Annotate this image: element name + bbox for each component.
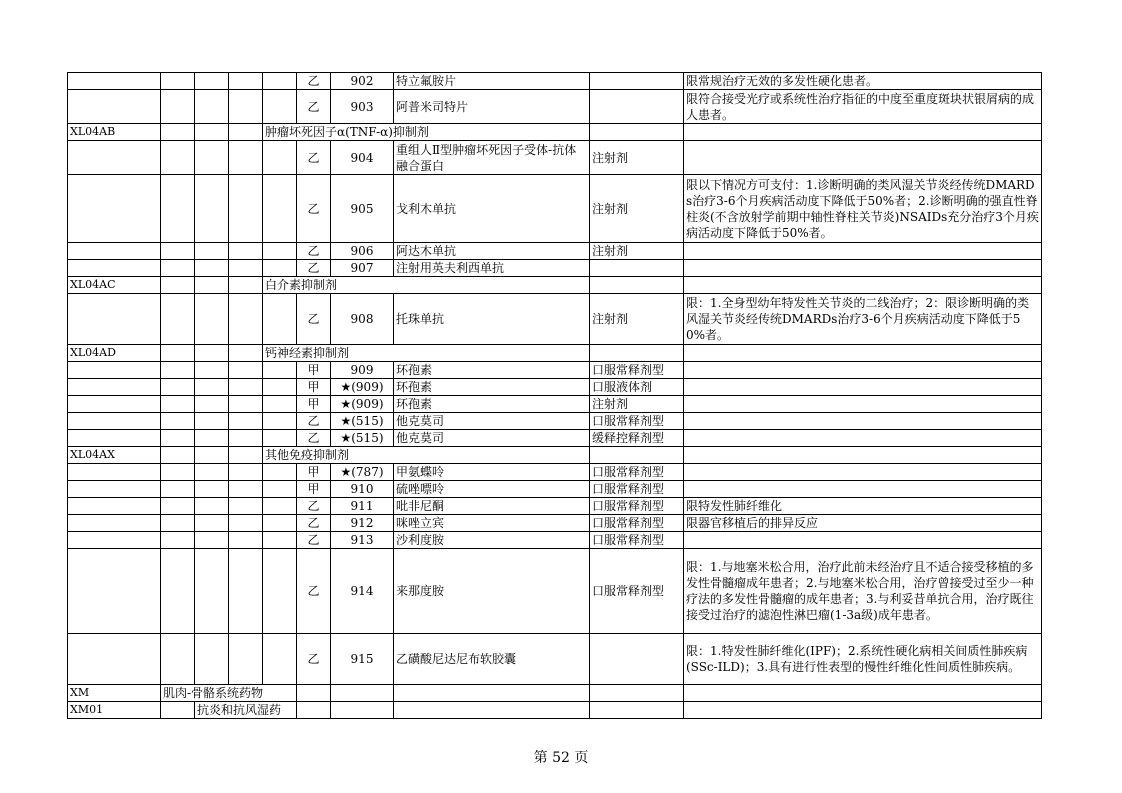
empty-cell — [195, 141, 229, 175]
empty-cell — [68, 73, 161, 90]
drug-name-cell: 他克莫司 — [394, 413, 590, 430]
drug-name-cell: 阿达木单抗 — [394, 243, 590, 260]
empty-cell — [161, 141, 195, 175]
category-class-cell: 乙 — [297, 549, 331, 634]
empty-cell — [195, 294, 229, 345]
table-row — [68, 90, 1042, 124]
table-row — [68, 430, 1042, 447]
empty-cell — [229, 90, 263, 124]
empty-cell — [68, 175, 161, 243]
category-title-cell: 其他免疫抑制剂 — [263, 447, 590, 464]
empty-cell — [161, 90, 195, 124]
dosage-form-cell: 口服常释剂型 — [590, 498, 684, 515]
empty-cell — [161, 481, 195, 498]
empty-cell — [195, 362, 229, 379]
empty-cell — [229, 481, 263, 498]
empty-cell — [68, 243, 161, 260]
category-class-cell: 乙 — [297, 413, 331, 430]
empty-cell — [161, 277, 195, 294]
dosage-form-cell — [590, 260, 684, 277]
category-class-cell: 甲 — [297, 396, 331, 413]
empty-cell — [161, 294, 195, 345]
empty-cell — [195, 345, 229, 362]
dosage-form-cell: 口服常释剂型 — [590, 481, 684, 498]
section-title-cell: 抗炎和抗风湿药 — [195, 702, 297, 719]
empty-cell — [684, 447, 1042, 464]
drug-name-cell: 托珠单抗 — [394, 294, 590, 345]
empty-cell — [68, 362, 161, 379]
empty-cell — [161, 379, 195, 396]
dosage-form-cell: 缓释控释剂型 — [590, 430, 684, 447]
category-class-cell: 乙 — [297, 175, 331, 243]
empty-cell — [68, 549, 161, 634]
drug-number-cell: 913 — [331, 532, 394, 549]
drug-number-cell: ★(787) — [331, 464, 394, 481]
empty-cell — [331, 702, 394, 719]
empty-cell — [161, 702, 195, 719]
empty-cell — [590, 685, 684, 702]
remark-cell — [684, 430, 1042, 447]
empty-cell — [263, 634, 297, 685]
category-class-cell: 甲 — [297, 481, 331, 498]
remark-cell — [684, 362, 1042, 379]
table-row — [68, 413, 1042, 430]
empty-cell — [161, 413, 195, 430]
empty-cell — [263, 430, 297, 447]
category-row — [68, 345, 1042, 362]
empty-cell — [263, 515, 297, 532]
empty-cell — [161, 447, 195, 464]
empty-cell — [161, 175, 195, 243]
empty-cell — [684, 345, 1042, 362]
drug-name-cell: 阿普米司特片 — [394, 90, 590, 124]
dosage-form-cell: 注射剂 — [590, 243, 684, 260]
empty-cell — [195, 532, 229, 549]
drug-name-cell: 乙磺酸尼达尼布软胶囊 — [394, 634, 590, 685]
empty-cell — [68, 260, 161, 277]
empty-cell — [195, 413, 229, 430]
empty-cell — [263, 294, 297, 345]
empty-cell — [229, 362, 263, 379]
drug-number-cell: 908 — [331, 294, 394, 345]
table-row — [68, 481, 1042, 498]
drug-number-cell: 903 — [331, 90, 394, 124]
drug-number-cell: ★(909) — [331, 396, 394, 413]
remark-cell — [684, 396, 1042, 413]
category-row — [68, 277, 1042, 294]
drug-number-cell: ★(909) — [331, 379, 394, 396]
dosage-form-cell: 口服常释剂型 — [590, 532, 684, 549]
empty-cell — [161, 260, 195, 277]
empty-cell — [68, 464, 161, 481]
empty-cell — [68, 379, 161, 396]
category-class-cell: 乙 — [297, 294, 331, 345]
drug-number-cell: ★(515) — [331, 430, 394, 447]
section-title-cell: 肌肉-骨骼系统药物 — [161, 685, 297, 702]
empty-cell — [68, 90, 161, 124]
empty-cell — [195, 515, 229, 532]
remark-cell — [684, 413, 1042, 430]
category-class-cell: 甲 — [297, 379, 331, 396]
empty-cell — [263, 379, 297, 396]
empty-cell — [229, 124, 263, 141]
drug-name-cell: 环孢素 — [394, 396, 590, 413]
empty-cell — [68, 396, 161, 413]
empty-cell — [297, 685, 331, 702]
empty-cell — [195, 498, 229, 515]
table-row — [68, 396, 1042, 413]
empty-cell — [229, 413, 263, 430]
empty-cell — [590, 277, 684, 294]
empty-cell — [229, 294, 263, 345]
empty-cell — [684, 277, 1042, 294]
remark-cell — [684, 260, 1042, 277]
category-class-cell: 甲 — [297, 464, 331, 481]
category-title-cell: 钙神经素抑制剂 — [263, 345, 590, 362]
table-row — [68, 260, 1042, 277]
dosage-form-cell: 口服常释剂型 — [590, 413, 684, 430]
empty-cell — [161, 430, 195, 447]
dosage-form-cell — [590, 73, 684, 90]
empty-cell — [263, 481, 297, 498]
category-title-cell: 白介素抑制剂 — [263, 277, 590, 294]
empty-cell — [195, 549, 229, 634]
empty-cell — [161, 515, 195, 532]
empty-cell — [195, 634, 229, 685]
empty-cell — [229, 549, 263, 634]
empty-cell — [68, 515, 161, 532]
table-row — [68, 498, 1042, 515]
remark-cell: 限符合接受光疗或系统性治疗指征的中度至重度斑块状银屑病的成人患者。 — [684, 90, 1042, 124]
empty-cell — [263, 498, 297, 515]
category-class-cell: 乙 — [297, 430, 331, 447]
table-row — [68, 175, 1042, 243]
empty-cell — [229, 379, 263, 396]
remark-cell — [684, 481, 1042, 498]
drug-number-cell: 915 — [331, 634, 394, 685]
empty-cell — [263, 73, 297, 90]
category-title-cell: 肿瘤坏死因子α(TNF-α)抑制剂 — [263, 124, 590, 141]
dosage-form-cell: 口服常释剂型 — [590, 362, 684, 379]
empty-cell — [161, 362, 195, 379]
empty-cell — [229, 260, 263, 277]
drug-number-cell: 909 — [331, 362, 394, 379]
drug-name-cell: 注射用英夫利西单抗 — [394, 260, 590, 277]
category-row — [68, 702, 1042, 719]
drug-number-cell: 911 — [331, 498, 394, 515]
empty-cell — [590, 447, 684, 464]
remark-cell: 限：1.全身型幼年特发性关节炎的二线治疗；2：限诊断明确的类风湿关节炎经传统DMARDs治疗3-6个月疾病活动度下降低于50%者。 — [684, 294, 1042, 345]
empty-cell — [195, 430, 229, 447]
empty-cell — [263, 362, 297, 379]
empty-cell — [161, 396, 195, 413]
category-code-cell: XL04AC — [68, 277, 161, 294]
dosage-form-cell: 注射剂 — [590, 141, 684, 175]
empty-cell — [263, 243, 297, 260]
category-row — [68, 124, 1042, 141]
empty-cell — [68, 634, 161, 685]
drug-name-cell: 硫唑嘌呤 — [394, 481, 590, 498]
empty-cell — [161, 532, 195, 549]
empty-cell — [195, 481, 229, 498]
empty-cell — [394, 685, 590, 702]
table-row — [68, 379, 1042, 396]
empty-cell — [229, 498, 263, 515]
remark-cell — [684, 532, 1042, 549]
dosage-form-cell: 口服常释剂型 — [590, 549, 684, 634]
empty-cell — [684, 702, 1042, 719]
empty-cell — [68, 532, 161, 549]
dosage-form-cell — [590, 634, 684, 685]
empty-cell — [229, 277, 263, 294]
table-row — [68, 532, 1042, 549]
empty-cell — [229, 345, 263, 362]
empty-cell — [263, 464, 297, 481]
empty-cell — [161, 498, 195, 515]
empty-cell — [195, 73, 229, 90]
empty-cell — [229, 515, 263, 532]
empty-cell — [161, 464, 195, 481]
empty-cell — [229, 532, 263, 549]
remark-cell: 限特发性肺纤维化 — [684, 498, 1042, 515]
remark-cell: 限：1.特发性肺纤维化(IPF)；2.系统性硬化病相关间质性肺疾病(SSc-ILD)；3.具有进行性表型的慢性纤维化性间质性肺疾病。 — [684, 634, 1042, 685]
dosage-form-cell — [590, 90, 684, 124]
empty-cell — [229, 396, 263, 413]
drug-name-cell: 特立氟胺片 — [394, 73, 590, 90]
empty-cell — [590, 124, 684, 141]
empty-cell — [394, 702, 590, 719]
empty-cell — [195, 277, 229, 294]
drug-number-cell: 902 — [331, 73, 394, 90]
dosage-form-cell: 口服常释剂型 — [590, 515, 684, 532]
table-row — [68, 294, 1042, 345]
dosage-form-cell: 口服常释剂型 — [590, 464, 684, 481]
table-row — [68, 515, 1042, 532]
empty-cell — [297, 702, 331, 719]
drug-name-cell: 环孢素 — [394, 362, 590, 379]
empty-cell — [195, 243, 229, 260]
empty-cell — [229, 447, 263, 464]
empty-cell — [263, 396, 297, 413]
drug-name-cell: 戈利木单抗 — [394, 175, 590, 243]
empty-cell — [68, 413, 161, 430]
drug-name-cell: 重组人Ⅱ型肿瘤坏死因子受体-抗体融合蛋白 — [394, 141, 590, 175]
drug-number-cell: 912 — [331, 515, 394, 532]
drug-number-cell: 904 — [331, 141, 394, 175]
drug-number-cell: 910 — [331, 481, 394, 498]
category-class-cell: 乙 — [297, 498, 331, 515]
table-body — [68, 73, 1042, 719]
category-class-cell: 乙 — [297, 260, 331, 277]
table-row — [68, 549, 1042, 634]
empty-cell — [229, 243, 263, 260]
empty-cell — [68, 481, 161, 498]
empty-cell — [684, 685, 1042, 702]
empty-cell — [229, 141, 263, 175]
empty-cell — [263, 90, 297, 124]
table-row — [68, 634, 1042, 685]
category-class-cell: 乙 — [297, 515, 331, 532]
empty-cell — [263, 175, 297, 243]
empty-cell — [195, 175, 229, 243]
dosage-form-cell: 口服液体剂 — [590, 379, 684, 396]
empty-cell — [263, 141, 297, 175]
table-row — [68, 73, 1042, 90]
dosage-form-cell: 注射剂 — [590, 396, 684, 413]
drug-name-cell: 吡非尼酮 — [394, 498, 590, 515]
remark-cell: 限器官移植后的排异反应 — [684, 515, 1042, 532]
empty-cell — [161, 243, 195, 260]
category-row — [68, 685, 1042, 702]
remark-cell: 限以下情况方可支付：1.诊断明确的类风湿关节炎经传统DMARDs治疗3-6个月疾病活动度下降低于50%者；2.诊断明确的强直性脊柱炎(不含放射学前期中轴性脊柱关节炎)NSAIDs充分治疗3个月疾病活动度下降低于50%者。 — [684, 175, 1042, 243]
empty-cell — [161, 634, 195, 685]
empty-cell — [263, 260, 297, 277]
remark-cell: 限：1.与地塞米松合用，治疗此前未经治疗且不适合接受移植的多发性骨髓瘤成年患者；2.与地塞米松合用，治疗曾接受过至少一种疗法的多发性骨髓瘤的成年患者；3.与利妥昔单抗合用，治疗既往接受过治疗的滤泡性淋巴瘤(1-3a级)成年患者。 — [684, 549, 1042, 634]
empty-cell — [195, 464, 229, 481]
empty-cell — [68, 141, 161, 175]
category-code-cell: XL04AX — [68, 447, 161, 464]
remark-cell — [684, 243, 1042, 260]
remark-cell — [684, 379, 1042, 396]
empty-cell — [229, 634, 263, 685]
remark-cell — [684, 464, 1042, 481]
empty-cell — [195, 260, 229, 277]
drug-name-cell: 甲氨蝶呤 — [394, 464, 590, 481]
empty-cell — [68, 498, 161, 515]
category-row — [68, 447, 1042, 464]
remark-cell: 限常规治疗无效的多发性硬化患者。 — [684, 73, 1042, 90]
category-class-cell: 甲 — [297, 362, 331, 379]
empty-cell — [590, 345, 684, 362]
empty-cell — [263, 532, 297, 549]
drug-name-cell: 咪唑立宾 — [394, 515, 590, 532]
empty-cell — [263, 549, 297, 634]
category-class-cell: 乙 — [297, 73, 331, 90]
empty-cell — [195, 396, 229, 413]
category-code-cell: XL04AD — [68, 345, 161, 362]
drug-name-cell: 他克莫司 — [394, 430, 590, 447]
empty-cell — [161, 124, 195, 141]
empty-cell — [263, 413, 297, 430]
drug-name-cell: 沙利度胺 — [394, 532, 590, 549]
drug-number-cell: 905 — [331, 175, 394, 243]
drug-number-cell: 914 — [331, 549, 394, 634]
empty-cell — [684, 124, 1042, 141]
empty-cell — [161, 73, 195, 90]
table-row — [68, 141, 1042, 175]
empty-cell — [229, 464, 263, 481]
section-code-cell: XM — [68, 685, 161, 702]
section-code-cell: XM01 — [68, 702, 161, 719]
category-code-cell: XL04AB — [68, 124, 161, 141]
empty-cell — [229, 430, 263, 447]
category-class-cell: 乙 — [297, 634, 331, 685]
dosage-form-cell: 注射剂 — [590, 175, 684, 243]
empty-cell — [229, 175, 263, 243]
table-row — [68, 243, 1042, 260]
dosage-form-cell: 注射剂 — [590, 294, 684, 345]
empty-cell — [331, 685, 394, 702]
category-class-cell: 乙 — [297, 90, 331, 124]
category-class-cell: 乙 — [297, 532, 331, 549]
empty-cell — [195, 379, 229, 396]
table-row — [68, 464, 1042, 481]
drug-name-cell: 来那度胺 — [394, 549, 590, 634]
empty-cell — [161, 549, 195, 634]
table-row — [68, 362, 1042, 379]
empty-cell — [161, 345, 195, 362]
empty-cell — [68, 430, 161, 447]
drug-catalog-table — [67, 72, 1042, 719]
category-class-cell: 乙 — [297, 141, 331, 175]
drug-number-cell: 906 — [331, 243, 394, 260]
drug-number-cell: 907 — [331, 260, 394, 277]
remark-cell — [684, 141, 1042, 175]
drug-name-cell: 环孢素 — [394, 379, 590, 396]
empty-cell — [195, 447, 229, 464]
drug-number-cell: ★(515) — [331, 413, 394, 430]
category-class-cell: 乙 — [297, 243, 331, 260]
empty-cell — [195, 124, 229, 141]
empty-cell — [195, 90, 229, 124]
empty-cell — [229, 73, 263, 90]
empty-cell — [68, 294, 161, 345]
empty-cell — [590, 702, 684, 719]
page-number: 第 52 页 — [533, 750, 589, 766]
